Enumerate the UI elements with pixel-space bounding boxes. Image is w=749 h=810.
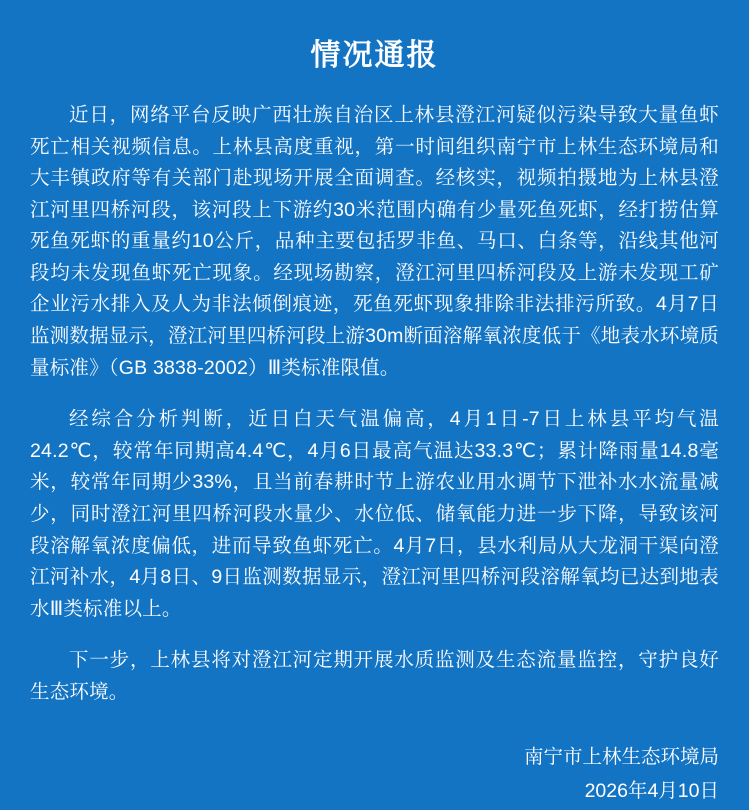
paragraph-1: 近日，网络平台反映广西壮族自治区上林县澄江河疑似污染导致大量鱼虾死亡相关视频信息。上林县高度重视，第一时间组织南宁市上林生态环境局和大丰镇政府等有关部门赴现场开展全面调查。经核实，视频拍摄地为上林县澄江河里四桥河段，该河段上下游约30米范围内确有少量死鱼死虾，经打捞估算死鱼死虾的重量约10公斤，品种主要包括罗非鱼、马口、白条等，沿线其他河段均未发现鱼虾死亡现象。经现场勘察，澄江河里四桥河段及上游未发现工矿企业污水排入及人为非法倾倒痕迹，死鱼死虾现象排除非法排污所致。4月7日监测数据显示，澄江河里四桥河段上游30m断面溶解氧浓度低于《地表水环境质量标准》（GB 3838-2002）Ⅲ类标准限值。 xyxy=(30,104,719,379)
paragraph-2: 经综合分析判断，近日白天气温偏高，4月1日-7日上林县平均气温24.2℃，较常年同期高4.4℃，4月6日最高气温达33.3℃；累计降雨量14.8毫米，较常年同期少33%，且当前春耕时节上游农业用水调节下泄补水水流量减少，同时澄江河里四桥河段水量少、水位低、储氧能力进一步下降，导致该河段溶解氧浓度偏低，进而导致鱼虾死亡。4月7日，县水利局从大龙洞干渠向澄江河补水，4月8日、9日监测数据显示，澄江河里四桥河段溶解氧均已达到地表水Ⅲ类标准以上。 xyxy=(30,408,719,620)
signature-organization: 南宁市上林生态环境局 xyxy=(523,746,719,769)
page-title: 情况通报 xyxy=(310,39,439,72)
signature-date: 2026年4月10日 xyxy=(584,779,719,802)
paragraph-3: 下一步，上林县将对澄江河定期开展水质监测及生态流量监控，守护良好生态环境。 xyxy=(30,649,719,703)
document-body xyxy=(30,100,719,708)
signature-block xyxy=(30,742,719,808)
